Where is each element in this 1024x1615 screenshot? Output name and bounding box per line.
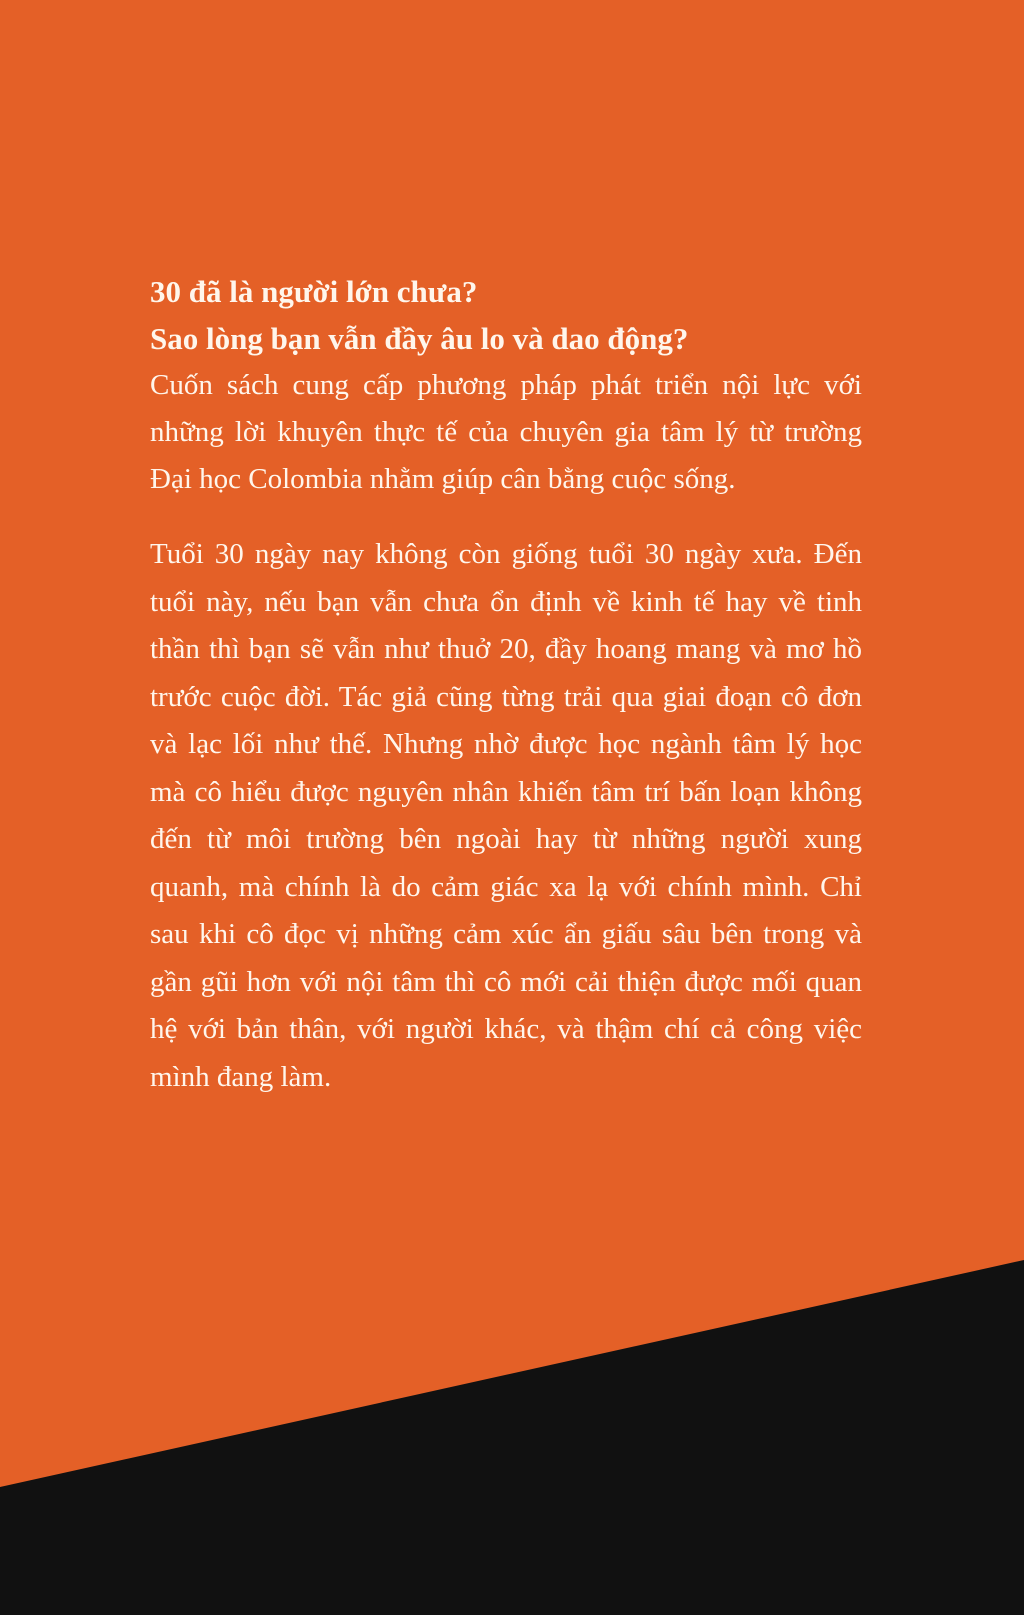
headline-question-1: 30 đã là người lớn chưa?	[150, 274, 478, 309]
description-paragraph: Tuổi 30 ngày nay không còn giống tuổi 30 ngày xưa. Đến tuổi này, nếu bạn vẫn chưa ổn định về kinh tế hay về tinh thần thì bạn sẽ vẫn như thuở 20, đầy hoang mang và mơ hồ trước cuộc đời. Tác giả cũng từng trải qua giai đoạn cô đơn và lạc lối như thế. Nhưng nhờ được học ngành tâm lý học mà cô hiểu được nguyên nhân khiến tâm trí bấn loạn không đến từ môi trường bên ngoài hay từ những người xung quanh, mà chính là do cảm giác xa lạ với chính mình. Chỉ sau khi cô đọc vị những cảm xúc ẩn giấu sâu bên trong và gần gũi hơn với nội tâm thì cô mới cải thiện được mối quan hệ với bản thân, với người khác, và thậm chí cả công việc mình đang làm.	[150, 538, 862, 1093]
intro-paragraph: Cuốn sách cung cấp phương pháp phát triển nội lực với những lời khuyên thực tế của chuyên gia tâm lý từ trường Đại học Colombia nhằm giúp cân bằng cuộc sống.	[150, 369, 862, 495]
headline-question-2: Sao lòng bạn vẫn đầy âu lo và dao động?	[150, 321, 689, 356]
blurb-text-block	[150, 268, 862, 1101]
dark-band-shape	[0, 1260, 1024, 1615]
